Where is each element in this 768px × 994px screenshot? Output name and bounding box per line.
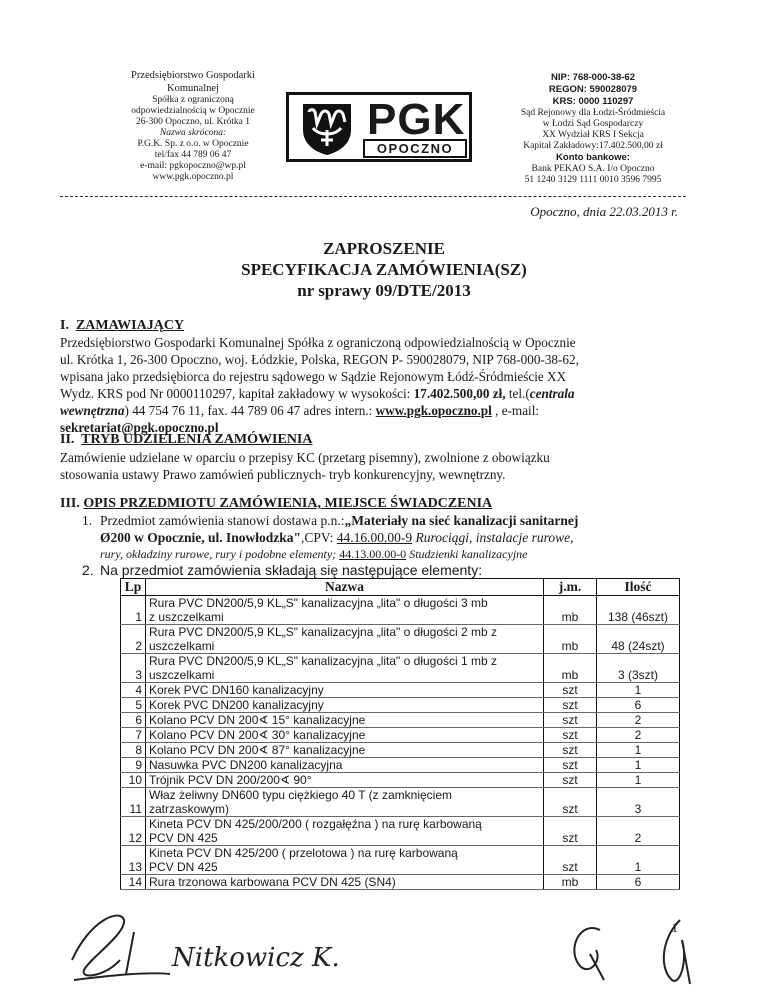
row-name-line: Rura PVC DN200/5,9 KL„S" kanalizacyjna „lita" o długości 2 mb z [149,625,498,639]
row-unit: szt [544,846,597,875]
row-quantity: 6 [597,875,680,890]
row-name [146,683,544,698]
row-unit: szt [544,713,597,728]
order-name: „Materiały na sieć kanalizacji sanitarnej [344,513,579,528]
company-name-2: Komunalnej [167,82,219,94]
row-unit: szt [544,743,597,758]
row-lp: 8 [121,743,146,758]
text-fragment: rury, okładziny rurowe, rury i podobne elementy; [100,547,337,561]
row-quantity: 2 [597,817,680,846]
row-name-line: Kolano PCV DN 200∢ 30° kanalizacyjne [149,728,366,742]
row-quantity: 2 [597,713,680,728]
court-line: w Łodzi Sąd Gospodarczy [542,119,644,129]
cpv-code: 44.13.00.00-0 [339,547,407,561]
row-name-line: uszczelkami [149,668,215,682]
document-date: Opoczno, dnia 22.03.2013 r. [530,204,678,219]
row-name-line: Kolano PCV DN 200∢ 15° kanalizacyjne [149,713,366,727]
short-name-label: Nazwa skrócona: [159,128,227,138]
text-fragment: centrala [529,386,575,401]
row-name-line: Kolano PCV DN 200∢ 87° kanalizacyjne [149,743,366,757]
signature-1 [60,900,340,990]
section-2-body [60,449,710,483]
row-name [146,625,544,654]
text-fragment: ,CPV: [301,530,337,545]
text-line: wpisana jako przedsiębiorca do rejestru sądowego w Sądzie Rejonowym Łódź-Śródmieście XX [60,369,567,384]
row-name-line: Kineta PCV DN 425/200 ( przelotowa ) na rurę karbowaną [149,846,458,860]
company-address: 26-300 Opoczno, ul. Krótka 1 [136,117,250,127]
email: e-mail: pgkopoczno@wp.pl [140,161,246,171]
table-row [121,788,680,817]
section-2-number: II. [60,432,75,447]
row-name-line: PCV DN 425 [149,860,218,874]
row-name [146,596,544,625]
text-fragment: , e-mail: [491,403,540,418]
col-lp: Lp [121,579,146,596]
row-quantity: 1 [597,758,680,773]
row-name-line: Rura PVC DN200/5,9 KL„S" kanalizacyjna „lita" o długości 3 mb [149,596,488,610]
section-1-number: I. [60,318,69,333]
share-capital: Kapitał Zakładowy:17.402.500,00 zł [523,141,663,151]
text-line: Zamówienie udzielane w oparciu o przepisy KC (przetarg pisemny), zwolnione z obowiązku [60,450,550,465]
section-3-item-2 [82,562,700,579]
table-row [121,728,680,743]
row-lp: 14 [121,875,146,890]
row-quantity: 3 [597,788,680,817]
section-1-heading [60,318,184,334]
row-unit: szt [544,817,597,846]
row-unit: szt [544,758,597,773]
text-line [60,402,710,419]
table-row [121,743,680,758]
row-lp: 2 [121,625,146,654]
row-name-line: Korek PVC DN200 kanalizacyjny [149,698,324,712]
email-link[interactable]: sekretariat@pgk.opoczno.pl [60,420,219,435]
section-3-heading [60,496,492,512]
capital-amount: 17.402.500,00 zł, [413,386,506,401]
text-fragment: wewnętrzna [60,403,125,418]
row-lp: 10 [121,773,146,788]
row-name [146,713,544,728]
row-name [146,875,544,890]
row-lp: 5 [121,698,146,713]
item-number: 1. [82,513,93,528]
table-row [121,713,680,728]
order-name-cont: Ø200 w Opocznie, ul. Inowłodzka" [100,530,302,545]
row-name-line: Rura trzonowa karbowana PCV DN 425 (SN4) [149,875,396,889]
logo-city: OPOCZNO [363,139,467,158]
nip: NIP: 768-000-38-62 [551,72,635,83]
doc-title: ZAPROSZENIE [323,239,445,258]
bank-name: Bank PEKAO S.A. I/o Opoczno [531,164,655,174]
pgk-logo [286,92,472,162]
text-fragment: Studzienki kanalizacyjne [406,547,528,561]
coat-of-arms-icon [299,100,355,156]
row-name [146,817,544,846]
phone-fax: tel/fax 44 789 06 47 [154,150,232,160]
website-link[interactable]: www.pgk.opoczno.pl [375,403,492,418]
items-table [120,578,680,890]
text-line [100,546,700,563]
section-1-body [60,334,710,436]
table-row [121,654,680,683]
cpv-code: 44.16.00.00-9 [336,530,413,545]
row-unit: szt [544,698,597,713]
row-name-line: Właz żeliwny DN600 typu ciężkiego 40 T (z zamknięciem [149,788,453,802]
company-line: Spółka z ograniczoną [152,95,234,105]
row-quantity: 1 [597,846,680,875]
row-unit: mb [544,596,597,625]
row-lp: 7 [121,728,146,743]
header-divider [60,196,686,197]
text-fragment: tel.( [505,386,530,401]
row-name-line: Nasuwka PVC DN200 kanalizacyjna [149,758,343,772]
row-quantity: 1 [597,743,680,758]
company-line: odpowiedzialnością w Opocznie [131,106,255,116]
row-name-line: Rura PVC DN200/5,9 KL„S" kanalizacyjna „lita" o długości 1 mb z [149,654,498,668]
row-quantity: 1 [597,683,680,698]
krs: KRS: 0000 110297 [552,96,634,107]
row-unit: mb [544,875,597,890]
text-line: Na przedmiot zamówienia składają się następujące elementy: [100,562,483,578]
row-name [146,788,544,817]
table-row [121,846,680,875]
row-name [146,654,544,683]
row-lp: 4 [121,683,146,698]
row-name-line: Kineta PCV DN 425/200/200 ( rozgałęźna ) na rurę karbowaną [149,817,482,831]
court-line: Sąd Rejonowy dla Łodzi-Śródmieścia [520,108,666,118]
row-name-line: Trójnik PCV DN 200/200∢ 90° [149,773,312,787]
row-quantity: 6 [597,698,680,713]
text-fragment: Rurociągi, instalacje rurowe, [412,530,574,545]
doc-subtitle: SPECYFIKACJA ZAMÓWIENIA(SZ) [241,260,527,279]
text-line [100,512,700,529]
website: www.pgk.opoczno.pl [152,172,234,182]
table-row [121,683,680,698]
row-name [146,728,544,743]
row-quantity: 1 [597,773,680,788]
text-line: Przedsiębiorstwo Gospodarki Komunalnej Spółka z ograniczoną odpowiedzialnością w Opocznie [60,335,576,350]
section-1-title: ZAMAWIAJĄCY [75,318,185,333]
bank-label: Konto bankowe: [556,152,630,163]
table-row [121,773,680,788]
row-name [146,698,544,713]
row-name-line: z uszczelkami [149,610,224,624]
row-unit: szt [544,788,597,817]
row-name-line: zatrzaskowym) [149,802,230,816]
row-unit: szt [544,683,597,698]
text-line: ul. Krótka 1, 26-300 Opoczno, woj. Łódzkie, Polska, REGON P- 590028079, NIP 768-000-38-62, [60,352,579,367]
row-lp: 12 [121,817,146,846]
row-quantity: 3 (3szt) [597,654,680,683]
table-row [121,758,680,773]
logo-text: PGK [367,95,466,144]
regon: REGON: 590028079 [548,84,638,95]
row-unit: mb [544,625,597,654]
text-fragment: ) 44 754 76 11, fax. 44 789 06 47 adres intern.: [124,403,376,418]
row-name [146,758,544,773]
row-quantity: 138 (46szt) [597,596,680,625]
row-name-line: PCV DN 425 [149,831,218,845]
row-name [146,773,544,788]
page-number: 1 [671,920,678,935]
bank-account: 51 1240 3129 1111 0010 3596 7995 [524,175,662,185]
table-row [121,817,680,846]
text-line [60,385,710,402]
row-name [146,846,544,875]
row-name [146,743,544,758]
section-3-item-1 [82,512,700,563]
company-name: Przedsiębiorstwo Gospodarki [131,70,255,81]
row-lp: 9 [121,758,146,773]
case-number: nr sprawy 09/DTE/2013 [297,281,471,300]
text-fragment: Przedmiot zamówienia stanowi dostawa p.n.: [100,513,345,528]
row-name-line: uszczelkami [149,639,215,653]
short-name: P.G.K. Sp. z o.o. w Opocznie [137,139,249,149]
col-name: Nazwa [146,579,544,596]
col-quantity: Ilość [597,579,680,596]
row-quantity: 48 (24szt) [597,625,680,654]
row-unit: szt [544,773,597,788]
row-unit: mb [544,654,597,683]
section-2-title: TRYB UDZIELENIA ZAMÓWIENIA [81,432,313,447]
signature-text: Nitkowicz K. [172,943,340,973]
table-header-row [121,579,680,596]
section-3-title: OPIS PRZEDMIOTU ZAMÓWIENIA, MIEJSCE ŚWIADCZENIA [83,496,493,511]
row-lp: 11 [121,788,146,817]
signature-2 [560,910,720,990]
court-line: XX Wydział KRS I Sekcja [542,130,644,140]
row-lp: 6 [121,713,146,728]
col-unit: j.m. [544,579,597,596]
section-2-heading [60,432,312,448]
row-quantity: 2 [597,728,680,743]
row-lp: 13 [121,846,146,875]
text-line: stosowania ustawy Prawo zamówień publicznych- tryb konkurencyjny, wewnętrzny. [60,467,506,482]
company-info-right [482,72,704,186]
text-fragment: Wydz. KRS pod Nr 0000110297, kapitał zakładowy w wysokości: [60,386,414,401]
table-row [121,698,680,713]
item-number: 2. [82,562,94,578]
row-name-line: Korek PVC DN160 kanalizacyjny [149,683,324,697]
table-row [121,625,680,654]
row-unit: szt [544,728,597,743]
table-row [121,875,680,890]
row-lp: 3 [121,654,146,683]
text-line [100,529,700,546]
row-lp: 1 [121,596,146,625]
table-row [121,596,680,625]
company-info-left [78,70,308,183]
section-3-number: III. [60,496,80,511]
